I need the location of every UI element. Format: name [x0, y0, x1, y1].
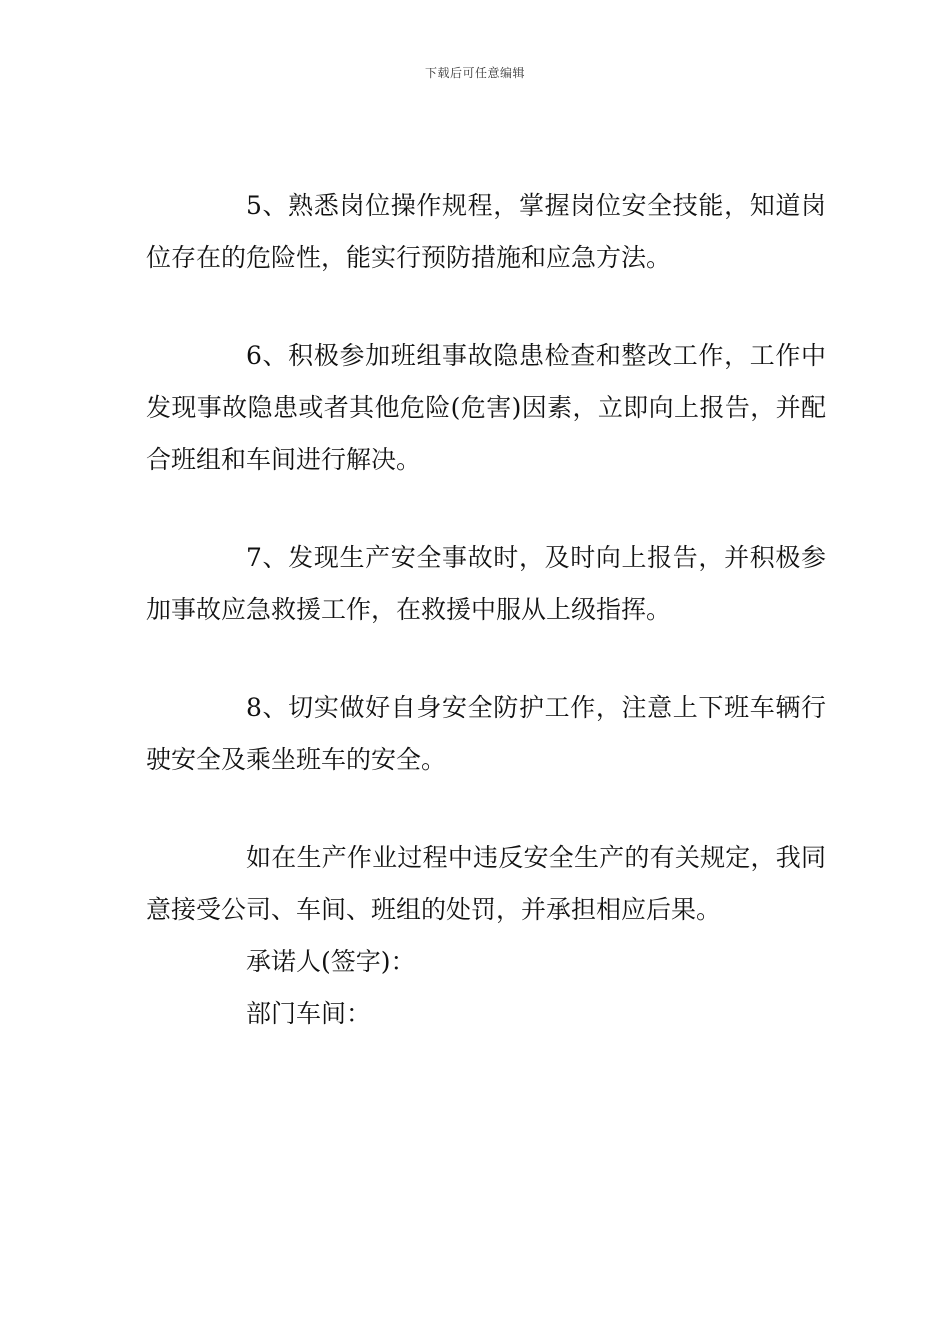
promisor-signature-label: 承诺人(签字)：: [246, 947, 416, 976]
clause-5: 5、熟悉岗位操作规程，掌握岗位安全技能，知道岗位存在的危险性，能实行预防措施和应急方法。: [146, 191, 826, 272]
department-label: 部门车间：: [246, 999, 372, 1028]
clause-7: 7、发现生产安全事故时，及时向上报告，并积极参加事故应急救援工作，在救援中服从上级指挥。: [146, 543, 826, 624]
violation-statement: 如在生产作业过程中违反安全生产的有关规定，我同意接受公司、车间、班组的处罚，并承担相应后果。: [146, 843, 826, 924]
document-body: [146, 180, 826, 1040]
page-header: 下载后可任意编辑: [424, 66, 525, 80]
clause-6: 6、积极参加班组事故隐患检查和整改工作，工作中发现事故隐患或者其他危险(危害)因素，立即向上报告，并配合班组和车间进行解决。: [146, 341, 826, 474]
clause-8: 8、切实做好自身安全防护工作，注意上下班车辆行驶安全及乘坐班车的安全。: [146, 693, 826, 774]
